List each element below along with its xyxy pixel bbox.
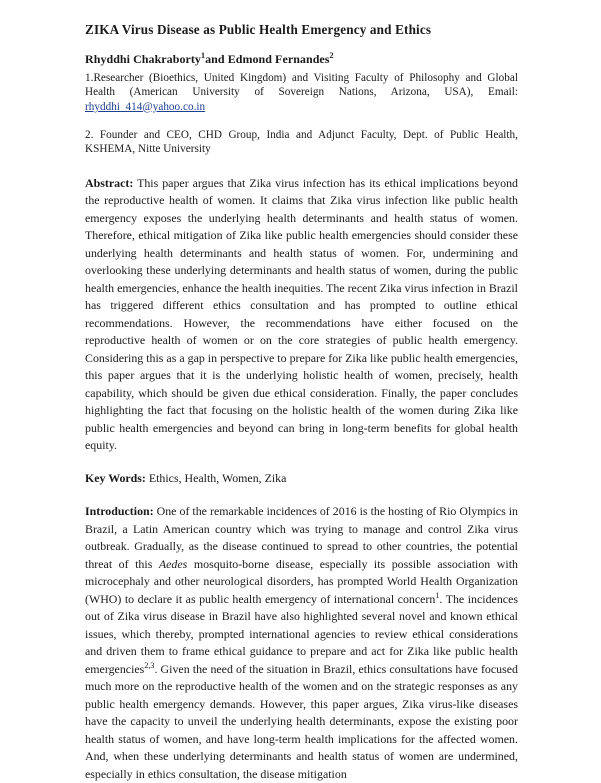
introduction-paragraph	[85, 503, 518, 783]
introduction-text-2: mosquito-borne disease, especially its possible association with microcephaly and other neurological disorders, has prompted World Health Organization (WHO) to declare it as public health emergency of international concern	[85, 556, 518, 606]
introduction-text-1: One of the remarkable incidences of 2016 is the hosting of Rio Olympics in Brazil, a Latin American country which was trying to manage and control Zika virus outbreak. Gradually, as the disease continued to spread to other countries, the potential threat of this	[85, 504, 518, 571]
introduction-text-3: . The incidences out of Zika virus disease in Brazil have also highlighted several novel and known ethical issues, which thereby, prompted international agencies to review ethical considerations and driven them to frame ethical guidance to prepare and act for Zika like public health emergencies	[85, 591, 518, 676]
author-affiliation-marker-1: 1	[200, 51, 206, 60]
introduction-italic-term: Aedes	[158, 556, 188, 571]
keywords-line	[85, 470, 518, 488]
abstract-paragraph	[85, 175, 518, 455]
citation-marker-1: 1	[435, 590, 440, 600]
page-title: ZIKA Virus Disease as Public Health Emergency and Ethics	[85, 22, 432, 37]
author-email-link[interactable]: rhyddhi_414@yahoo.co.in	[85, 100, 206, 113]
introduction-label: Introduction:	[85, 504, 154, 519]
citation-marker-2: 2,3	[144, 660, 155, 670]
author-name-primary: Rhyddhi Chakraborty	[85, 52, 201, 66]
abstract-label: Abstract:	[85, 175, 134, 190]
introduction-text-4: . Given the need of the situation in Brazil, ethics consultations have focused much more on the reproductive health of the women and on the strategic responses as any public health emergency demands. However, this paper argues, Zika virus-like diseases have the capacity to unveil the underlying health determinants, expose the existing poor health status of women, and have long-term health implications for the affected women. And, when these underlying determinants and health status of women are undermined, especially in ethics consultation, the disease mitigation	[85, 661, 518, 781]
author-name-secondary: Edmond Fernandes	[227, 52, 330, 66]
author-affiliation-marker-2: 2	[329, 51, 334, 60]
author-conjunction: and	[205, 52, 228, 66]
affiliation-marker-2: 2.	[85, 129, 94, 142]
affiliation-item-1	[85, 72, 518, 127]
affiliation-item-2	[85, 128, 518, 157]
affiliation-block	[85, 71, 518, 157]
author-line	[85, 51, 518, 67]
keywords-label: Key Words:	[85, 470, 146, 485]
affiliation-marker-1: 1.	[85, 72, 94, 84]
affiliation-text-2: Founder and CEO, CHD Group, India and Adjunct Faculty, Dept. of Public Health, KSHEMA, Nitte University	[85, 129, 518, 156]
affiliation-text-1: Researcher (Bioethics, United Kingdom) and Visiting Faculty of Philosophy and Global Health (American University of Sovereign Nations, Arizona, USA), Email:	[85, 72, 518, 99]
abstract-body: This paper argues that Zika virus infection has its ethical implications beyond the reproductive health of women. It claims that Zika virus infection like public health emergency exposes the underlying health determinants and health status of women. Therefore, ethical mitigation of Zika like public health emergencies should consider these underlying health determinants and health status of women. For, undermining and overlooking these underlying determinants and health status of women, during the public health emergencies, enhance the health inequities. The recent Zika virus infection in Brazil has triggered different ethics consultation and has prompted to outline ethical recommendations. However, the recommendations have either focused on the reproductive health of women or on the core strategies of public health emergency. Considering this as a gap in perspective to prepare for Zika like public health emergencies, this paper argues that it is the underlying holistic health of women, precisely, health capability, which should be given due ethical consideration. Finally, the paper concludes highlighting the fact that focusing on the holistic health of the women during Zika like public health emergencies and beyond can bring in long-term benefits for global health equity.	[85, 175, 518, 453]
keywords-value: Ethics, Health, Women, Zika	[145, 470, 287, 485]
